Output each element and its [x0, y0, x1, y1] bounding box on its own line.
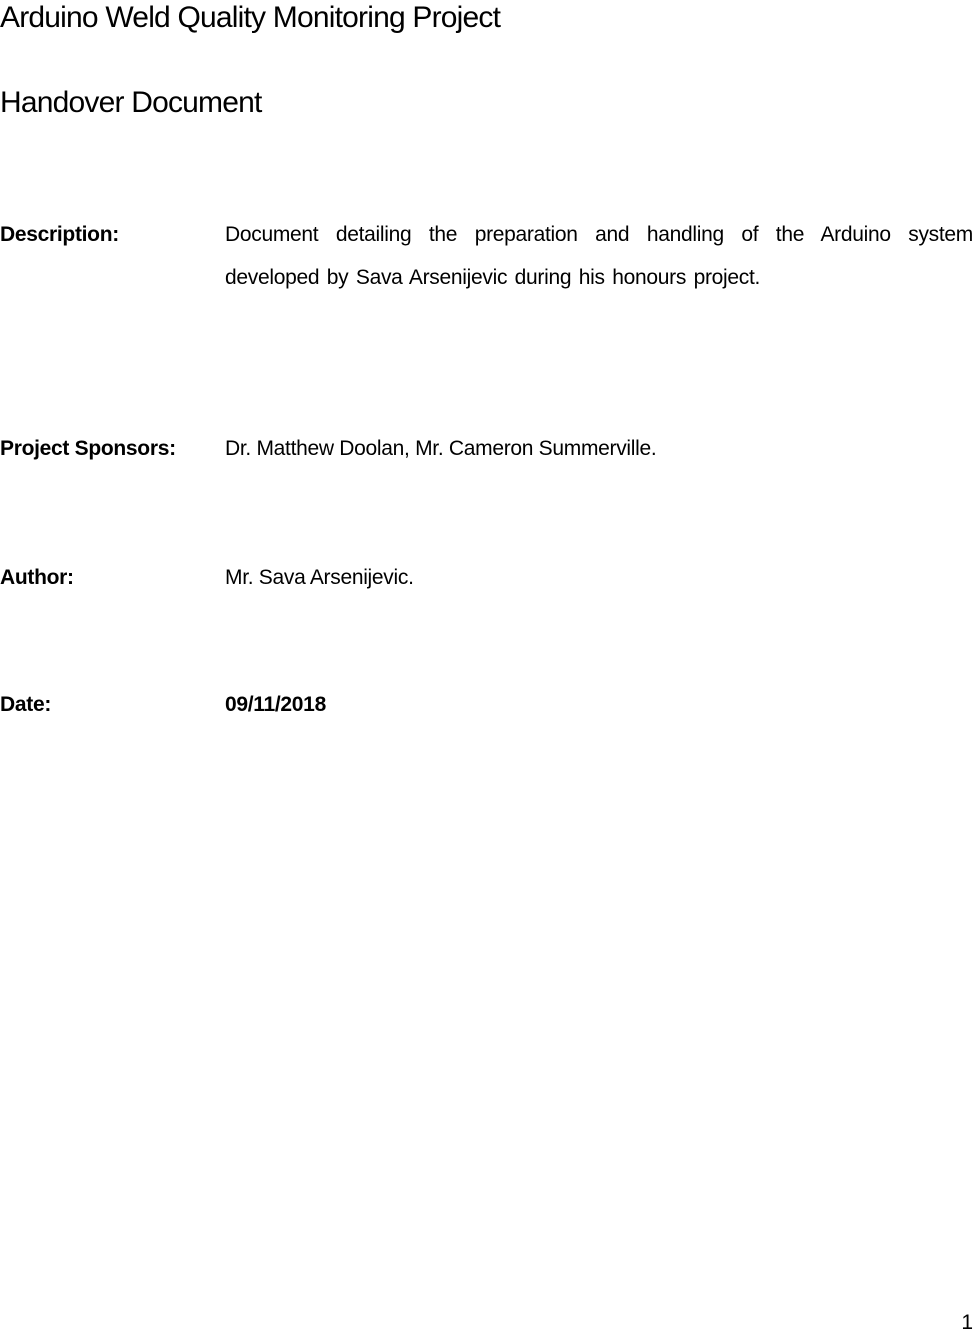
sponsors-label: Project Sponsors:	[0, 437, 176, 460]
description-label: Description:	[0, 223, 119, 246]
page-number: 1	[961, 1311, 973, 1334]
author-field	[0, 556, 973, 599]
description-field	[0, 213, 973, 343]
author-value: Mr. Sava Arsenijevic.	[225, 566, 414, 589]
date-label: Date:	[0, 693, 52, 716]
sponsors-value: Dr. Matthew Doolan, Mr. Cameron Summerville.	[225, 437, 657, 460]
document-title: Arduino Weld Quality Monitoring Project	[0, 1, 501, 34]
author-label: Author:	[0, 566, 74, 589]
date-value: 09/11/2018	[225, 693, 326, 716]
document-subtitle: Handover Document	[0, 86, 262, 119]
sponsors-field	[0, 427, 973, 470]
date-field	[0, 683, 973, 726]
description-value: Document detailing the preparation and handling of the Arduino system developed by Sava Arsenijevic during his honours project.	[225, 223, 973, 289]
